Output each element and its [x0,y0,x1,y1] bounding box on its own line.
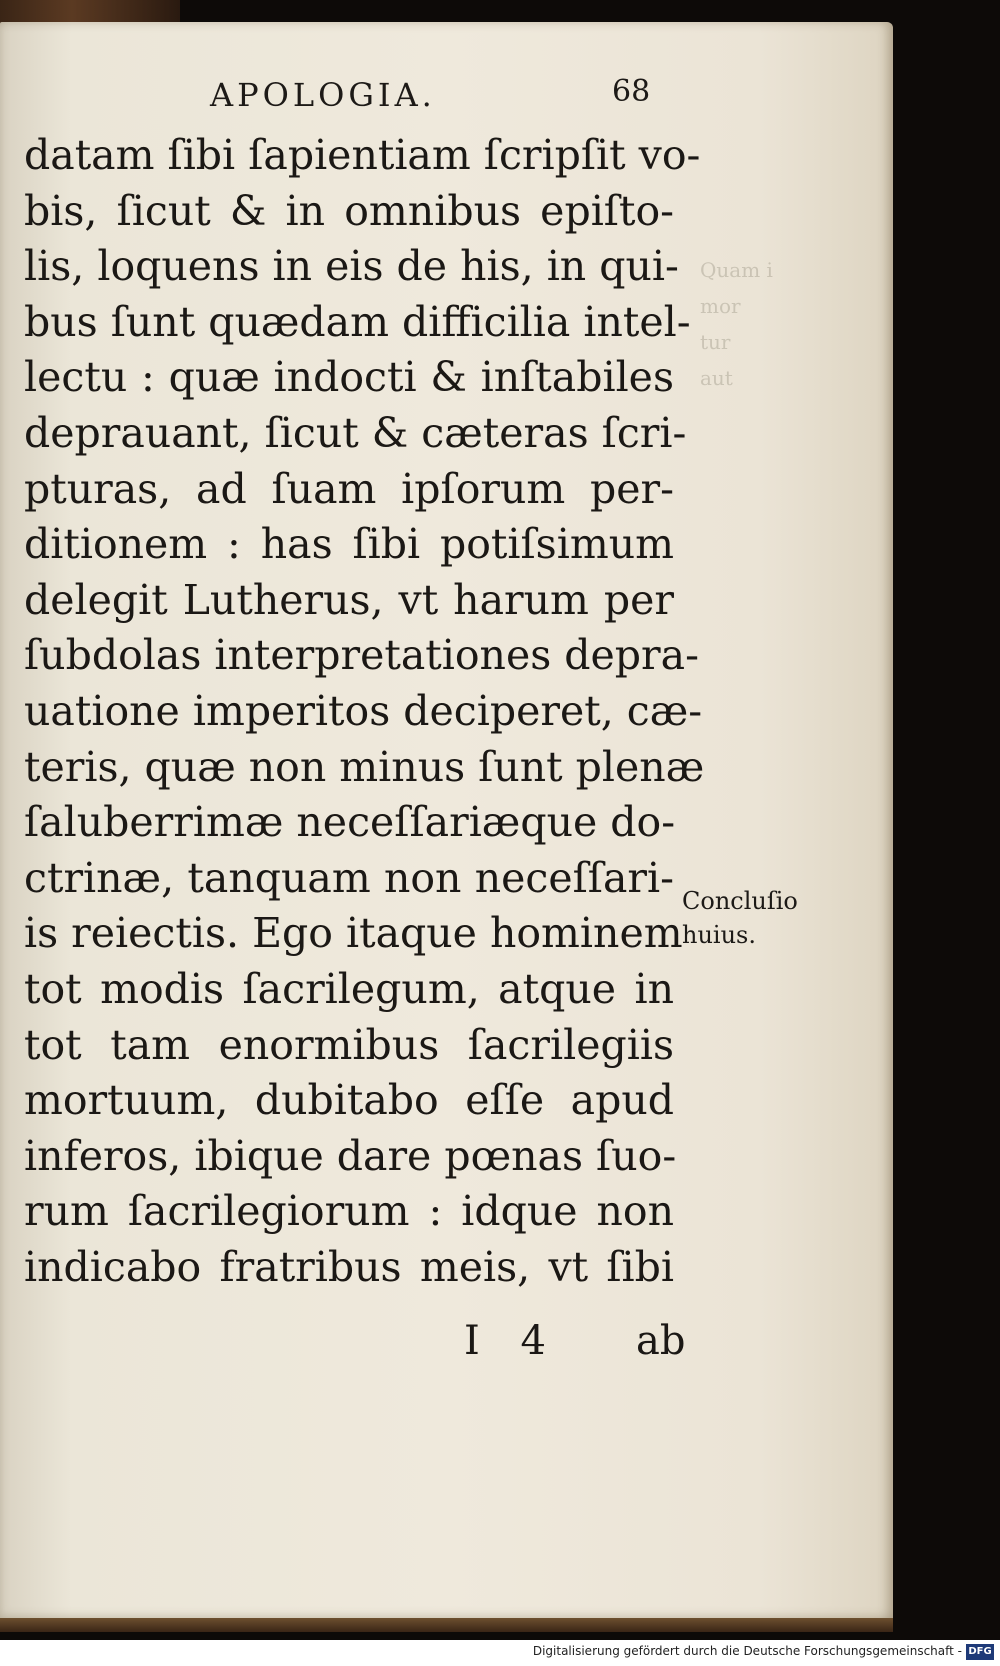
text-line: bus ſunt quædam difficilia intel- [24,297,691,346]
text-line: ditionem : has ſibi potiſsimum [24,520,674,569]
signature-mark: I 4 [464,1318,560,1364]
digitization-footer [0,1640,1000,1666]
text-line: tot modis ſacrilegum, atque in [24,964,674,1013]
page-foot [24,1318,684,1368]
catchword: ab [636,1318,686,1364]
footer-credit: Digitalisierung gefördert durch die Deutsche Forschungsgemeinschaft - [532,1644,962,1658]
main-text-block [24,128,705,1295]
text-line: inferos, ibique dare pœnas ſuo- [24,1131,677,1180]
text-line: lis, loquens in eis de his, in qui- [24,242,679,291]
running-head-title: APOLOGIA. [210,76,436,114]
text-line: delegit Lutherus, vt harum per [24,575,674,624]
text-line: mortuum, dubitabo eſſe apud [24,1076,674,1125]
text-line: deprauant, ſicut & cæteras ſcri- [24,408,687,457]
text-line: lectu : quæ indocti & inſtabiles [24,353,674,402]
show-through-text: Quam i mor tur aut [700,258,773,390]
text-line: rum ſacrilegiorum : idque non [24,1187,674,1236]
page-bottom-edge [0,1618,893,1632]
text-line: indicabo fratribus meis, vt ſibi [24,1242,674,1291]
dfg-logo: DFG [966,1644,994,1660]
marginal-note-line: huius. [682,921,756,949]
page-number: 68 [612,74,651,109]
text-line: ſaluberrimæ neceſſariæque do- [24,798,676,847]
text-line: bis, ſicut & in omnibus epiſto- [24,186,674,235]
text-line: datam ſibi ſapientiam ſcripſit vo- [24,131,701,179]
text-line: tot tam enormibus ſacrilegiis [24,1020,674,1069]
marginal-note [682,884,798,952]
marginal-note-line: Concluſio [682,887,798,915]
text-line: teris, quæ non minus ſunt plenæ [24,742,705,791]
text-line: uatione imperitos deciperet, cæ- [24,686,703,735]
text-line: is reiectis. Ego itaque hominem [24,909,683,958]
text-line: ſubdolas interpretationes depra- [24,631,699,680]
text-line: pturas, ad ſuam ipſorum per- [24,464,674,513]
text-line: ctrinæ, tanquam non neceſſari- [24,853,674,902]
